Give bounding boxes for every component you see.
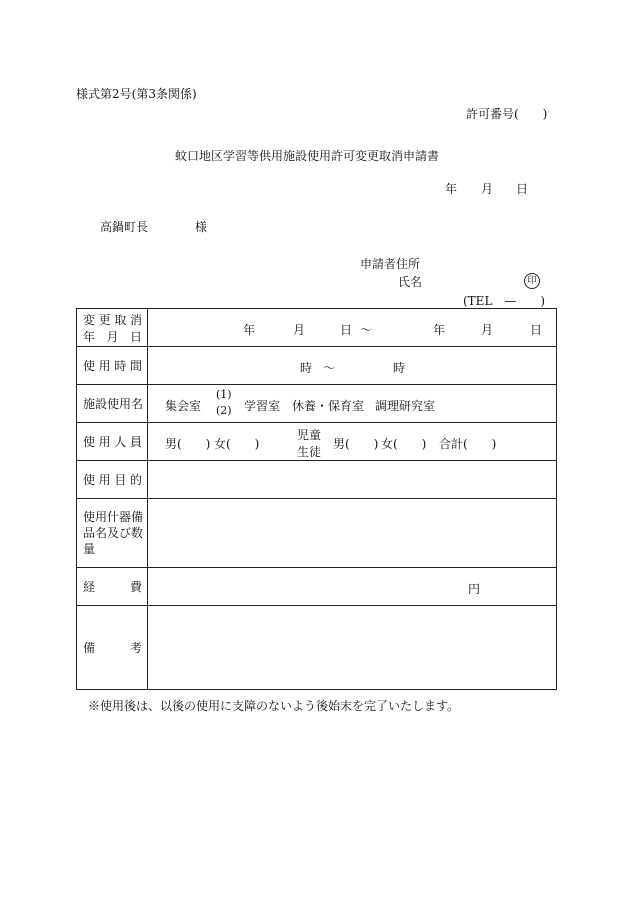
facility-rest-nursery[interactable]: 休養・保育室	[292, 399, 365, 413]
people-label: 使 用 人 員	[77, 423, 148, 461]
children-label-1: 児童	[297, 428, 322, 442]
children-label-2: 生徒	[297, 445, 322, 459]
facility-label: 施設使用名	[77, 385, 148, 423]
people-value[interactable]	[148, 423, 557, 461]
usage-time-value[interactable]	[148, 347, 557, 385]
facility-study-room[interactable]: 学習室	[244, 399, 281, 413]
date-range-tilde: ～	[360, 323, 373, 337]
purpose-label: 使 用 目 的	[77, 461, 148, 499]
from-year: 年	[243, 323, 256, 337]
applicant-address-label: 申請者住所	[360, 257, 421, 271]
cost-yen: 円	[468, 582, 481, 596]
child-female-count[interactable]: 女( )	[381, 437, 427, 451]
date-day: 日	[516, 182, 529, 196]
row-purpose	[77, 461, 557, 499]
row-facility	[77, 385, 557, 423]
change-date-label	[77, 309, 148, 347]
row-cost	[77, 568, 557, 606]
facility-cooking-room[interactable]: 調理研究室	[375, 399, 436, 413]
document-title: 蚊口地区学習等供用施設使用許可変更取消申請書	[175, 149, 440, 163]
application-table	[76, 308, 557, 690]
total-count[interactable]: 合計( )	[439, 437, 497, 451]
addressee-name: 高鍋町長	[100, 220, 149, 234]
equipment-value[interactable]	[148, 499, 557, 568]
from-month: 月	[293, 323, 306, 337]
row-usage-time	[77, 347, 557, 385]
remarks-value[interactable]	[148, 606, 557, 690]
row-equipment	[77, 499, 557, 568]
date-month: 月	[481, 182, 494, 196]
start-hour: 時	[300, 361, 313, 375]
applicant-tel: (TEL — )	[463, 294, 546, 308]
seal-icon: 印	[524, 273, 540, 289]
cost-value[interactable]	[148, 568, 557, 606]
seal-mark	[524, 272, 540, 289]
usage-time-label: 使 用 時 間	[77, 347, 148, 385]
adult-female-count[interactable]: 女( )	[214, 437, 260, 451]
date-year: 年	[445, 182, 458, 196]
facility-value[interactable]	[148, 385, 557, 423]
change-date-label-line1: 変 更 取 消	[83, 312, 142, 327]
form-number: 様式第2号(第3条関係)	[76, 87, 197, 101]
row-change-date	[77, 309, 557, 347]
footer-note: ※使用後は、以後の使用に支障のないよう後始末を完了いたします。	[88, 699, 460, 713]
time-range-tilde: ～	[323, 361, 336, 375]
to-month: 月	[481, 323, 494, 337]
child-male-count[interactable]: 男( )	[333, 437, 379, 451]
end-hour: 時	[393, 361, 406, 375]
addressee-honorific: 様	[195, 220, 208, 234]
remarks-label: 備 考	[77, 606, 148, 690]
to-year: 年	[433, 323, 446, 337]
change-date-value[interactable]	[148, 309, 557, 347]
adult-male-count[interactable]: 男( )	[165, 437, 211, 451]
facility-hall[interactable]: 集会室	[165, 399, 202, 413]
from-day: 日	[340, 323, 353, 337]
row-remarks	[77, 606, 557, 690]
change-date-label-line2: 年 月 日	[83, 329, 142, 344]
purpose-value[interactable]	[148, 461, 557, 499]
facility-hall-option-1[interactable]: (1)	[216, 388, 232, 401]
to-day: 日	[530, 323, 543, 337]
equipment-label: 使用什器備 品名及び数 量	[77, 499, 148, 568]
applicant-name-label: 氏名	[398, 275, 423, 289]
permit-number: 許可番号( )	[466, 107, 548, 121]
row-people	[77, 423, 557, 461]
cost-label: 経 費	[77, 568, 148, 606]
facility-hall-option-2[interactable]: (2)	[216, 404, 232, 417]
